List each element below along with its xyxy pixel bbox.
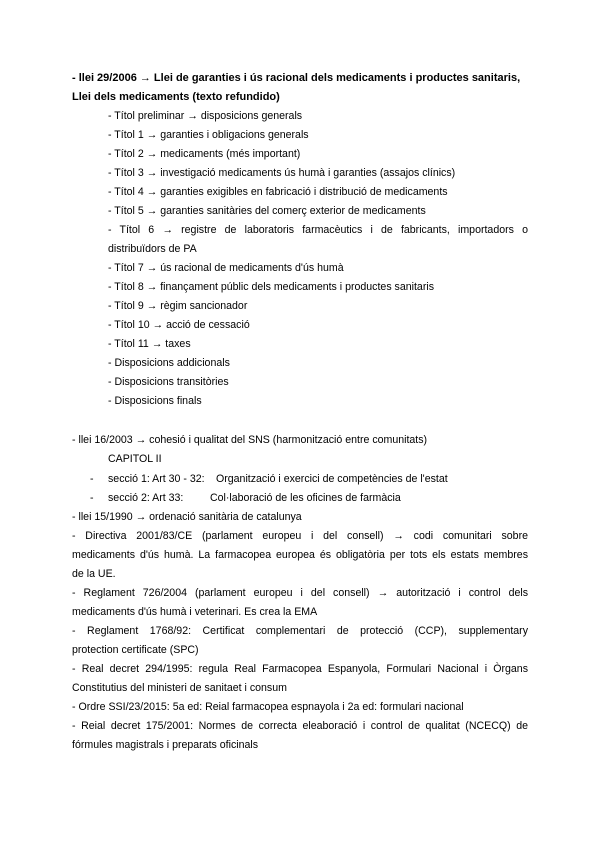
list-item: - Títol 10 → acció de cessació <box>108 319 250 331</box>
section-1-label: secció 1: Art 30 - 32: <box>108 473 205 485</box>
regulation-line: - Real decret 294/1995: regula Real Farmacopea Espanyola, Formulari Nacional i Òrgans <box>72 663 528 675</box>
regulation-line: - llei 15/1990 → ordenació sanitària de catalunya <box>72 511 302 523</box>
list-item: - Títol 7 → ús racional de medicaments d'ús humà <box>108 262 344 274</box>
regulation-line: - Reglament 726/2004 (parlament europeu i del consell) → autorització i control dels <box>72 587 528 599</box>
regulation-line: - Ordre SSI/23/2015: 5a ed: Reial farmacopea espnayola i 2a ed: formulari nacional <box>72 701 464 713</box>
section-1-text: Organització i exercici de competències de l'estat <box>216 473 448 485</box>
regulation-line: protection certificate (SPC) <box>72 644 199 656</box>
list-item: - Disposicions transitòries <box>108 376 229 388</box>
list-item: - Títol 3 → investigació medicaments ús humà i garanties (assajos clínics) <box>108 167 456 179</box>
regulation-line: - Reial decret 175/2001: Normes de correcta eleaboració i control de qualitat (NCECQ) de <box>72 720 528 732</box>
chapter-title: CAPITOL II <box>108 453 162 465</box>
list-item: - Títol 4 → garanties exigibles en fabricació i distribució de medicaments <box>108 186 448 198</box>
regulation-line: fórmules magistrals i preparats oficinals <box>72 739 259 751</box>
list-item: - Títol 8 → finançament públic dels medicaments i productes sanitaris <box>108 281 435 293</box>
regulation-line: - Reglament 1768/92: Certificat complementari de protecció (CCP), supplementary <box>72 625 528 637</box>
regulation-line: medicaments d'ús humà i veterinari. Es crea la EMA <box>72 606 318 618</box>
list-item-continuation: distribuïdors de PA <box>108 243 197 255</box>
section-2-text: Col·laboració de les oficines de farmàcia <box>210 492 401 504</box>
list-item: - Títol 5 → garanties sanitàries del comerç exterior de medicaments <box>108 205 426 217</box>
list-item: - Disposicions addicionals <box>108 357 230 369</box>
section-2-label: secció 2: Art 33: <box>108 492 184 504</box>
regulation-line: Constitutius del ministeri de sanitaet i consum <box>72 682 287 694</box>
bullet-dash: - <box>90 473 94 485</box>
list-item: - Disposicions finals <box>108 395 202 407</box>
regulation-line: de la UE. <box>72 568 116 580</box>
heading-llei-29-2006-line2: Llei dels medicaments (texto refundido) <box>72 91 280 103</box>
regulation-line: - Directiva 2001/83/CE (parlament europeu i del consell) → codi comunitari sobre <box>72 530 528 542</box>
bullet-dash: - <box>90 492 94 504</box>
list-item: - Títol 9 → règim sancionador <box>108 300 248 312</box>
list-item: - Títol 2 → medicaments (més important) <box>108 148 301 160</box>
list-item: - Títol preliminar → disposicions generals <box>108 110 303 122</box>
list-item: - Títol 1 → garanties i obligacions generals <box>108 129 309 141</box>
regulation-line: medicaments d'ús humà. La farmacopea europea és obligatòria per tots els estats membres <box>72 549 528 561</box>
list-item: - Títol 11 → taxes <box>108 338 191 350</box>
heading-llei-29-2006-line1: - llei 29/2006 → Llei de garanties i ús racional dels medicaments i productes sanitaris, <box>72 72 521 84</box>
heading-llei-16-2003: - llei 16/2003 → cohesió i qualitat del SNS (harmonització entre comunitats) <box>72 434 428 446</box>
list-item: - Títol 6 → registre de laboratoris farmacèutics i de fabricants, importadors o <box>108 224 528 236</box>
